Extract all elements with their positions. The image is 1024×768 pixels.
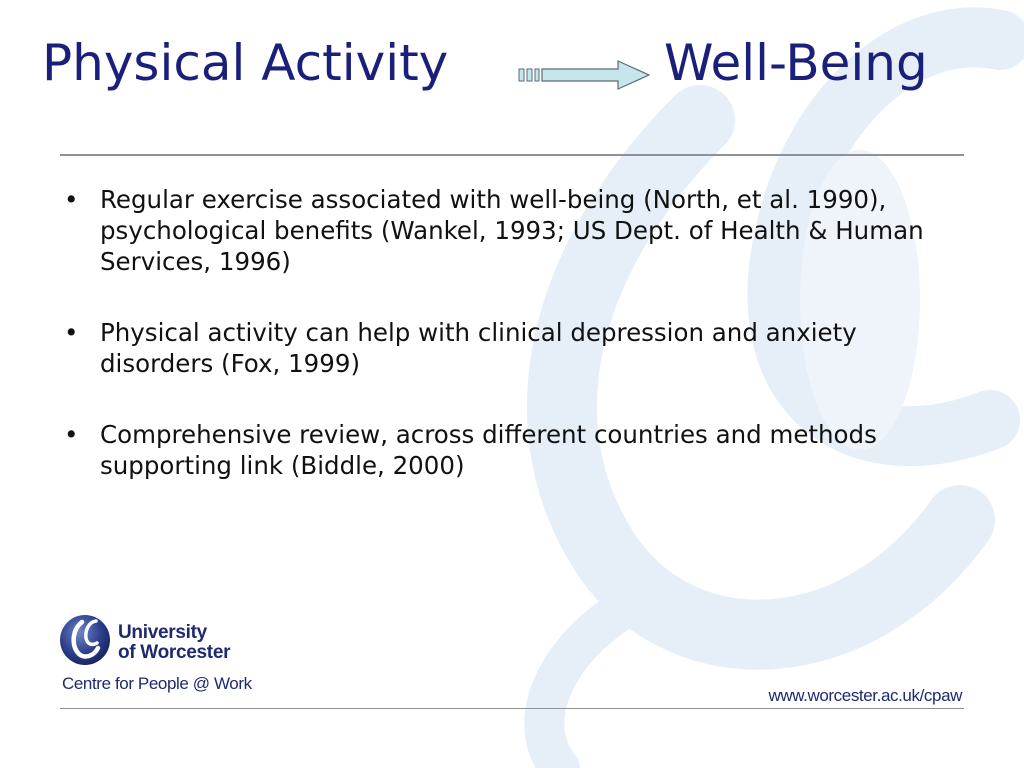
department-name: Centre for People @ Work xyxy=(62,674,252,693)
title-physical-activity: Physical Activity xyxy=(42,34,449,92)
bullet-text: Comprehensive review, across different countries and methods supporting link (Biddle, 2000) xyxy=(100,420,877,480)
bullet-list xyxy=(60,184,940,521)
bullet-text: Physical activity can help with clinical depression and anxiety disorders (Fox, 1999) xyxy=(100,318,857,378)
title-well-being: Well-Being xyxy=(664,34,928,92)
bullet-marker: • xyxy=(64,420,79,449)
bullet-text: Regular exercise associated with well-being (North, et al. 1990), psychological benefits (Wankel, 1993; US Dept. of Health & Human Services, 1996) xyxy=(100,185,924,276)
university-logo-icon xyxy=(58,612,112,668)
title-divider xyxy=(60,154,964,156)
bullet-item xyxy=(60,419,940,481)
bullet-item xyxy=(60,317,940,379)
right-arrow-icon xyxy=(518,58,652,92)
website-url: www.worcester.ac.uk/cpaw xyxy=(768,686,962,705)
logo-text-university: University xyxy=(118,622,207,643)
footer-divider xyxy=(60,708,964,709)
logo-text-worcester: of Worcester xyxy=(118,642,231,663)
bullet-marker: • xyxy=(64,318,79,347)
bullet-item xyxy=(60,184,940,277)
bullet-marker: • xyxy=(64,185,79,214)
